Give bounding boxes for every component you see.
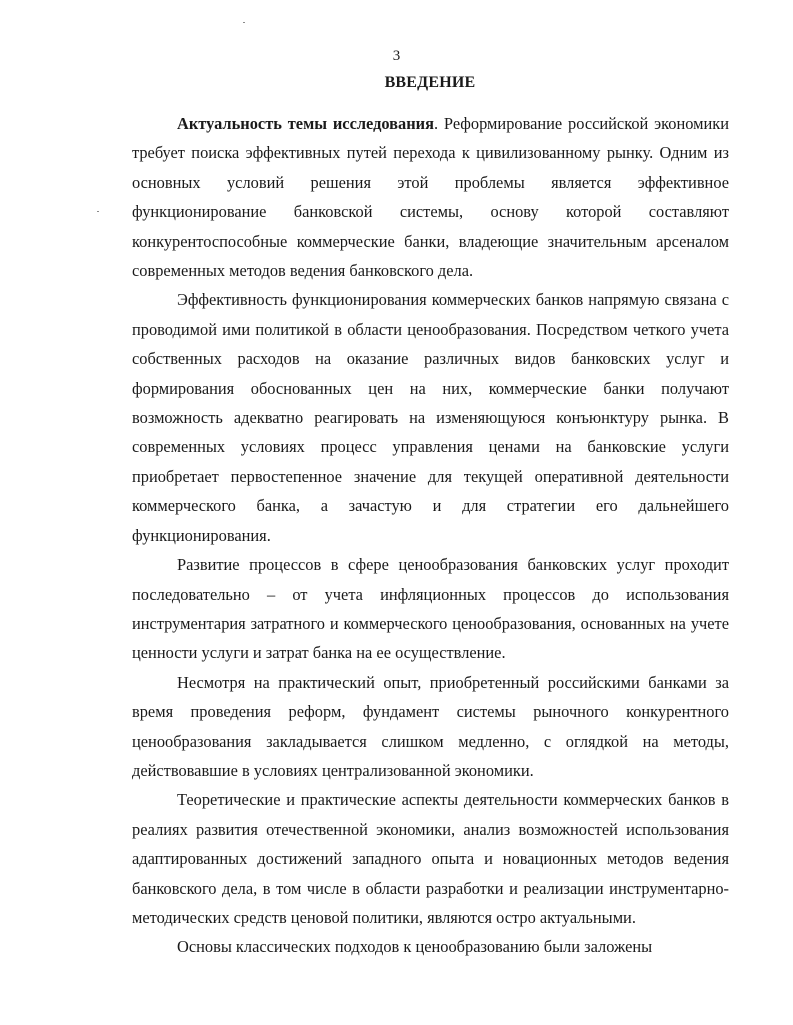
page-title: ВВЕДЕНИЕ: [384, 74, 476, 91]
paragraph: [132, 109, 729, 285]
page-number: 3: [392, 48, 401, 64]
scan-speck: [97, 211, 99, 212]
paragraph: Теоретические и практические аспекты деятельности коммерческих банков в реалиях развития отечественной экономики, анализ возможностей использования адаптированных достижений западного опыта и новационных методов ведения банковского дела, в том числе в области разработки и реализации инструментарно-методических средств ценовой политики, являются остро актуальными.: [132, 790, 729, 927]
paragraph: Несмотря на практический опыт, приобретенный российскими банками за время проведения реформ, фундамент системы рыночного конкурентного ценообразования закладывается слишком медленно, с оглядкой на методы, действовавшие в условиях централизованной экономики.: [132, 672, 729, 780]
document-body: [132, 109, 729, 962]
paragraph: Основы классических подходов к ценообразованию были заложены: [177, 937, 653, 957]
paragraph: Эффективность функционирования коммерческих банков напрямую связана с проводимой ими политикой в области ценообразования. Посредством четкого учета собственных расходов на оказание различных видов банковских услуг и формирования обоснованных цен на них, коммерческие банки получают возможность адекватно реагировать на изменяющуюся конъюнктуру рынка. В современных условиях процесс управления ценами на банковские услуги приобретает первостепенное значение для текущей оперативной деятельности коммерческого банка, а зачастую и для стратегии его дальнейшего функционирования.: [132, 290, 729, 545]
paragraph-lead: Актуальность темы исследования: [177, 114, 434, 133]
paragraph: Развитие процессов в сфере ценообразования банковских услуг проходит последовательно – от учета инфляционных процессов до использования инструментария затратного и коммерческого ценообразования, основанных на учете ценности услуги и затрат банка на ее осуществление.: [132, 555, 729, 663]
scan-speck: [243, 22, 245, 23]
paragraph-text: . Реформирование российской экономики требует поиска эффективных путей перехода к цивилизованному рынку. Одним из основных условий решения этой проблемы является эффективное функционирование банковской системы, основу которой составляют конкурентоспособные коммерческие банки, владеющие значительным арсеналом современных методов ведения банковского дела.: [132, 114, 730, 281]
